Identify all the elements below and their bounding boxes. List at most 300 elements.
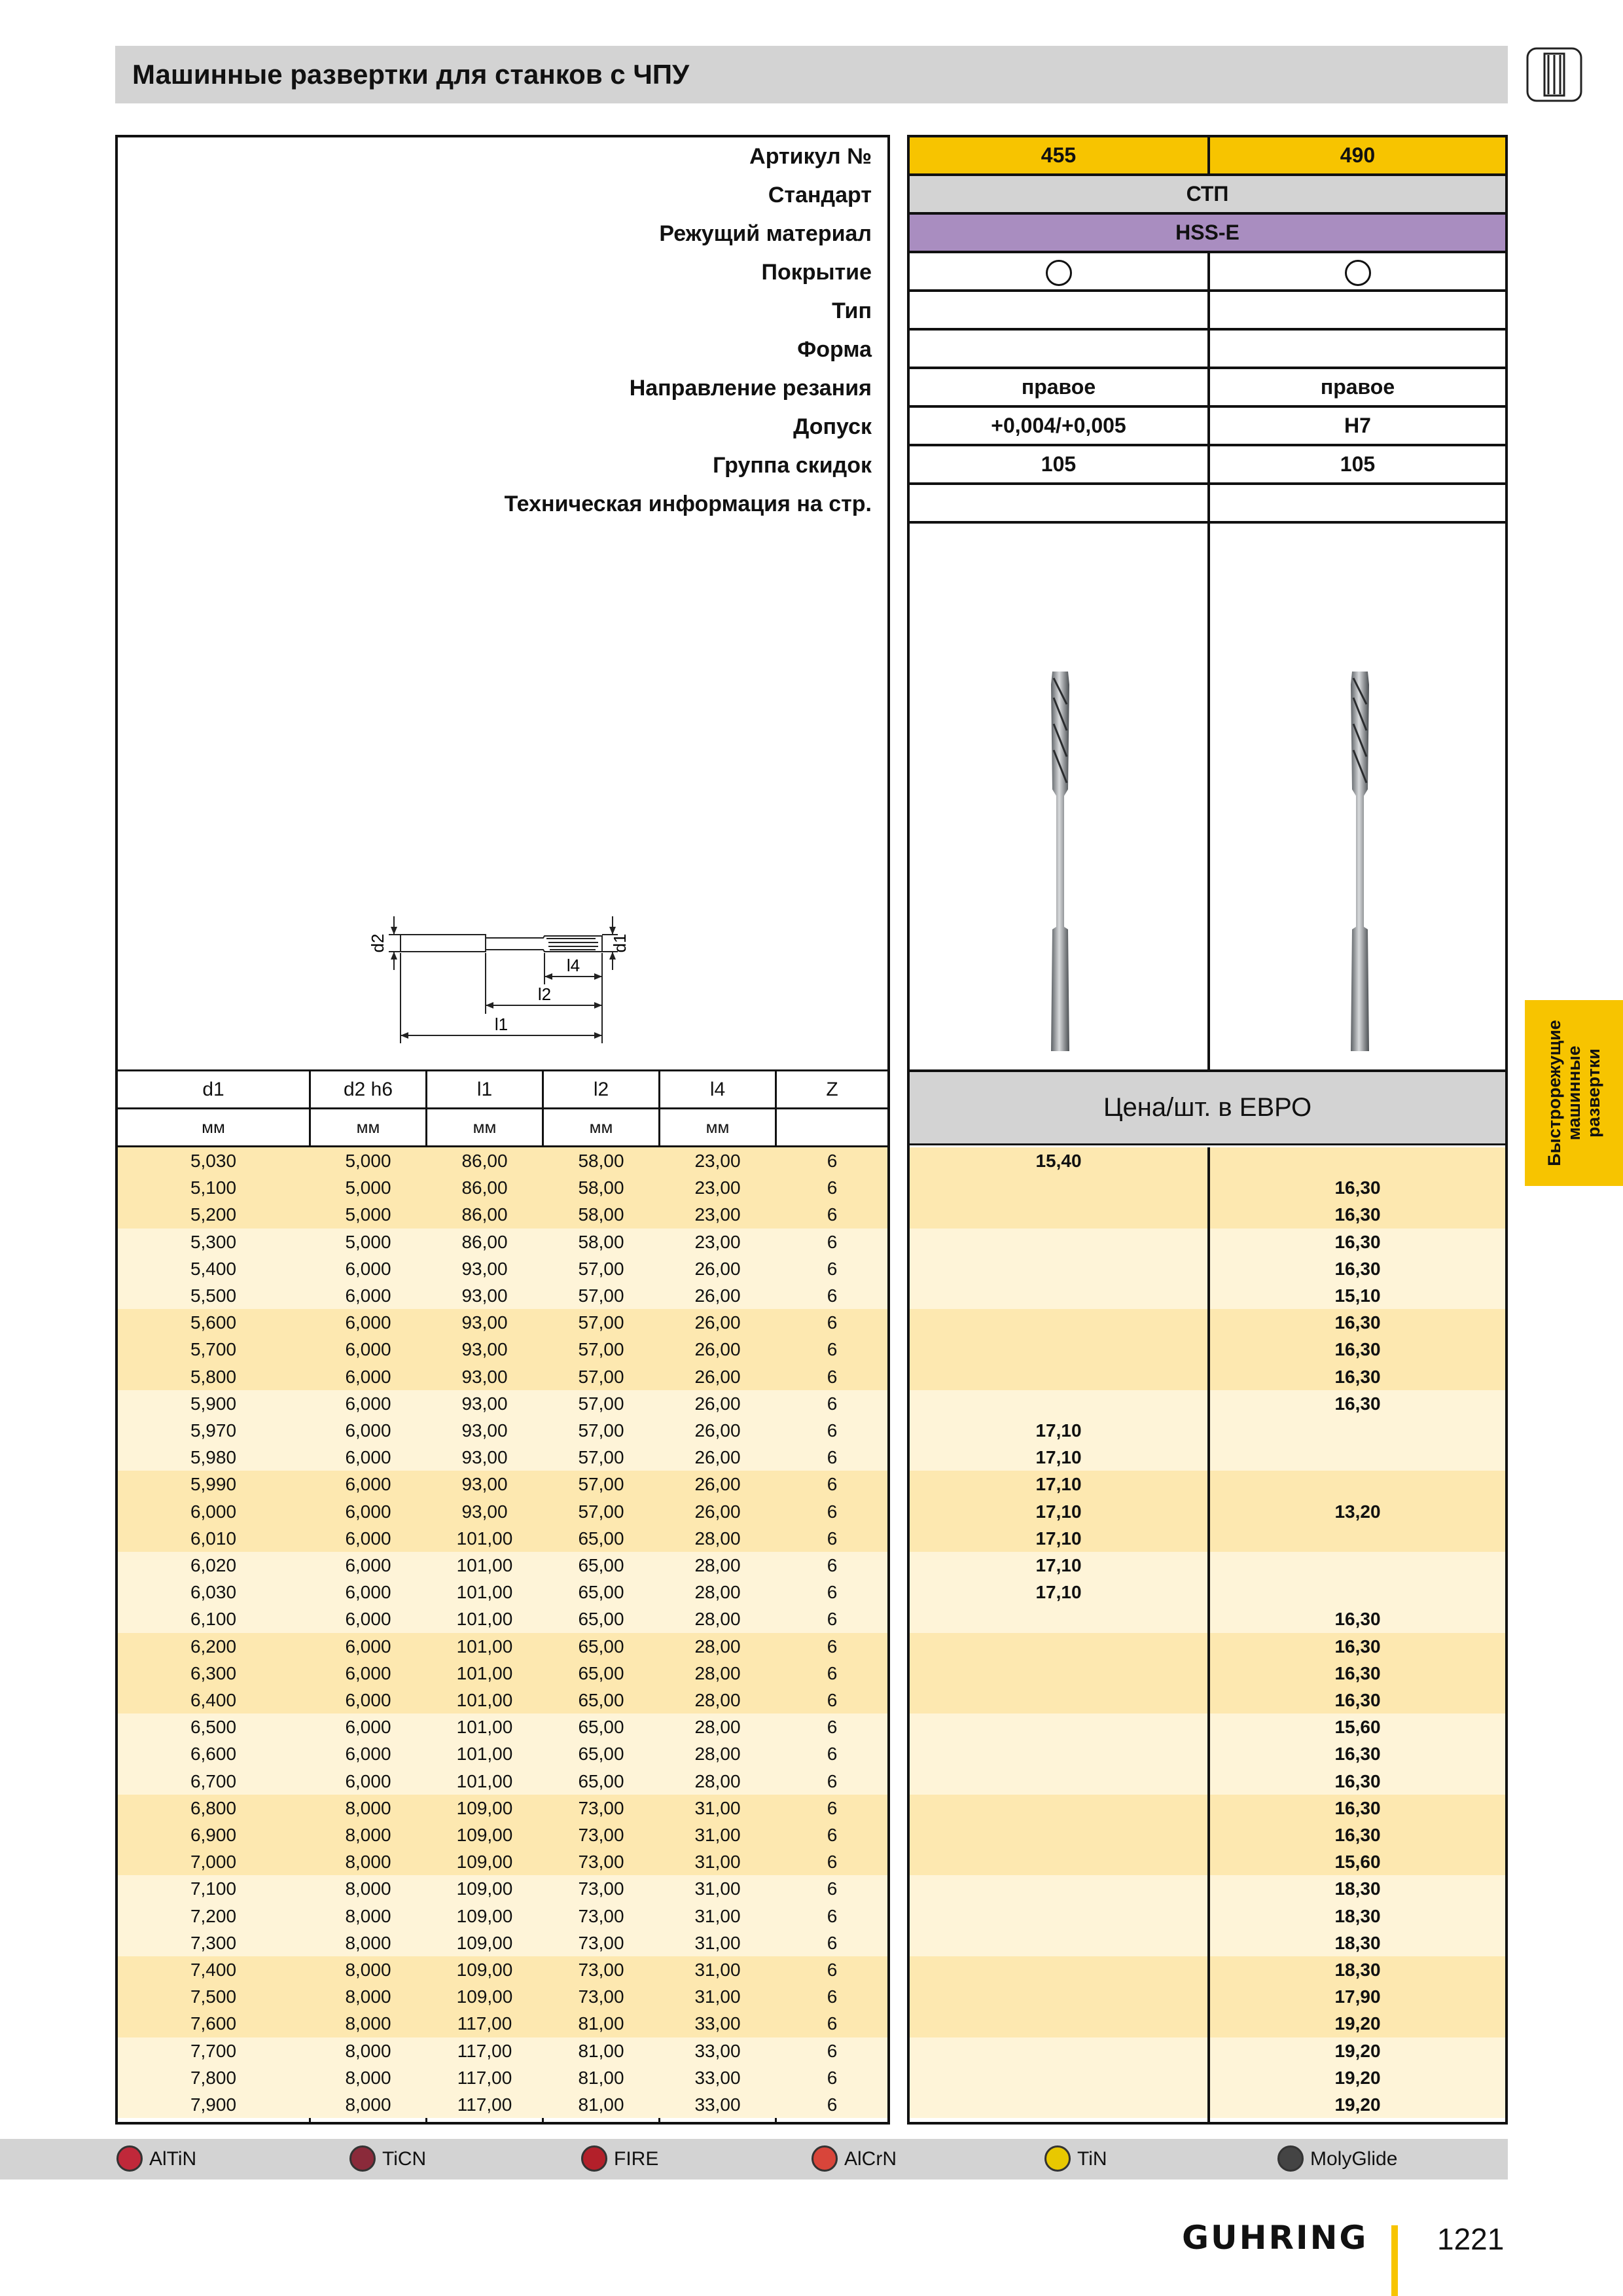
table-cell: 86,00 (461, 1151, 508, 1171)
table-cell: 93,00 (461, 1366, 508, 1387)
price-455: 17,10 (1035, 1501, 1082, 1522)
table-cell: 6 (827, 1744, 838, 1765)
coating-legend-item (581, 2139, 791, 2179)
price-455: 17,10 (1035, 1555, 1082, 1575)
table-row (118, 1848, 887, 1875)
table-cell: 65,00 (578, 1582, 624, 1603)
table-cell: 93,00 (461, 1312, 508, 1333)
price-header-label: Цена/шт. в ЕВРО (1103, 1093, 1312, 1122)
table-cell: 73,00 (578, 1932, 624, 1953)
table-row (118, 1471, 887, 1498)
table-row (118, 2010, 887, 2037)
table-row (118, 1309, 887, 1336)
section-tab-line: Быстрорежущие (1544, 1020, 1564, 1166)
table-cell: 57,00 (578, 1312, 624, 1333)
table-row (118, 1633, 887, 1660)
table-cell: 8,000 (345, 2013, 391, 2034)
table-cell: 26,00 (694, 1339, 741, 1360)
table-cell: 31,00 (694, 1825, 741, 1845)
price-455: 17,10 (1035, 1582, 1082, 1603)
table-cell: 6 (827, 1501, 838, 1522)
table-cell: 6 (827, 1582, 838, 1603)
table-row (118, 1821, 887, 1848)
page-title: Машинные развертки для станков с ЧПУ (132, 59, 690, 90)
table-row (118, 2037, 887, 2064)
table-cell: 73,00 (578, 1960, 624, 1980)
table-row (118, 1903, 887, 1929)
table-cell: 6 (827, 1986, 838, 2007)
article-490: 490 (1340, 143, 1376, 167)
molyglide-coating-icon (1277, 2145, 1304, 2172)
table-cell: 31,00 (694, 1852, 741, 1873)
material-value: HSS-E (1175, 221, 1240, 244)
price-490: 16,30 (1334, 1312, 1381, 1333)
table-cell: 6,200 (190, 1636, 237, 1657)
coating-label: AlTiN (149, 2148, 197, 2170)
table-cell: 81,00 (578, 2040, 624, 2061)
label-discount-group: Группа скидок (713, 453, 872, 478)
table-cell: 57,00 (578, 1420, 624, 1441)
table-cell: 8,000 (345, 2067, 391, 2088)
direction-490: правое (1320, 375, 1395, 399)
table-cell: 6,000 (345, 1662, 391, 1683)
table-cell: 26,00 (694, 1474, 741, 1495)
table-cell: 6 (827, 2013, 838, 2034)
coating-legend-item (1277, 2139, 1487, 2179)
table-cell: 8,000 (345, 1825, 391, 1845)
ticn-coating-icon (349, 2145, 376, 2172)
table-cell: 6,000 (345, 1717, 391, 1738)
label-tolerance: Допуск (793, 414, 872, 439)
section-tab-line: развертки (1584, 1049, 1603, 1138)
coating-row (910, 253, 1505, 292)
table-cell: 93,00 (461, 1339, 508, 1360)
table-cell: 57,00 (578, 1285, 624, 1306)
label-l1: l1 (494, 1014, 508, 1034)
column-divider (1207, 292, 1210, 328)
article-row (910, 137, 1505, 176)
table-cell: 6 (827, 1609, 838, 1630)
table-cell: 28,00 (694, 1690, 741, 1710)
table-cell: 8,000 (345, 1852, 391, 1873)
table-cell: 57,00 (578, 1339, 624, 1360)
table-cell: 6,000 (345, 1258, 391, 1279)
table-row (118, 1229, 887, 1255)
column-header-l2: l2 (593, 1079, 609, 1100)
price-490: 16,30 (1334, 1825, 1381, 1845)
reamer-section-icon (1526, 47, 1582, 102)
table-cell: 6,000 (345, 1555, 391, 1575)
table-cell: 23,00 (694, 1204, 741, 1225)
table-cell: 6,700 (190, 1770, 237, 1791)
table-cell: 57,00 (578, 1447, 624, 1468)
table-cell: 7,300 (190, 1932, 237, 1953)
price-490: 16,30 (1334, 1744, 1381, 1765)
table-cell: 5,000 (345, 1177, 391, 1198)
table-cell: 6 (827, 1852, 838, 1873)
price-455: 17,10 (1035, 1420, 1082, 1441)
price-490: 19,20 (1334, 2067, 1381, 2088)
table-cell: 6,000 (345, 1447, 391, 1468)
table-cell: 101,00 (456, 1609, 513, 1630)
column-header-l1: l1 (476, 1079, 493, 1100)
price-490: 16,30 (1334, 1797, 1381, 1818)
table-cell: 6 (827, 1366, 838, 1387)
price-490: 15,60 (1334, 1717, 1381, 1738)
table-row (118, 1983, 887, 2010)
price-490: 16,30 (1334, 1636, 1381, 1657)
page-number: 1221 (1437, 2222, 1505, 2256)
table-cell: 5,400 (190, 1258, 237, 1279)
table-cell: 7,700 (190, 2040, 237, 2061)
tolerance-455: +0,004/+0,005 (991, 414, 1126, 437)
table-cell: 6 (827, 1285, 838, 1306)
label-l4: l4 (566, 956, 580, 975)
table-row (118, 1147, 887, 1174)
coating-label: MolyGlide (1310, 2148, 1398, 2170)
table-cell: 65,00 (578, 1744, 624, 1765)
table-cell: 6,000 (345, 1393, 391, 1414)
label-standard: Стандарт (768, 183, 872, 207)
table-cell: 26,00 (694, 1366, 741, 1387)
article-panel (907, 135, 1508, 2125)
price-490: 16,30 (1334, 1609, 1381, 1630)
coating-legend-item (116, 2139, 326, 2179)
price-490: 16,30 (1334, 1177, 1381, 1198)
table-cell: 28,00 (694, 1555, 741, 1575)
price-490: 18,30 (1334, 1878, 1381, 1899)
table-row (118, 1444, 887, 1471)
table-cell: 8,000 (345, 1905, 391, 1926)
table-cell: 5,800 (190, 1366, 237, 1387)
table-cell: 6 (827, 1528, 838, 1549)
coating-label: FIRE (614, 2148, 659, 2170)
table-cell: 8,000 (345, 1932, 391, 1953)
tech-info-row (910, 485, 1505, 524)
table-cell: 6 (827, 1960, 838, 1980)
table-cell: 58,00 (578, 1204, 624, 1225)
direction-row (910, 369, 1505, 408)
table-cell: 23,00 (694, 1231, 741, 1252)
table-cell: 73,00 (578, 1825, 624, 1845)
price-490: 16,30 (1334, 1662, 1381, 1683)
coating-legend-item (349, 2139, 559, 2179)
table-cell: 93,00 (461, 1393, 508, 1414)
label-type: Тип (832, 298, 872, 323)
table-cell: 33,00 (694, 2040, 741, 2061)
table-cell: 5,900 (190, 1393, 237, 1414)
table-cell: 93,00 (461, 1447, 508, 1468)
table-cell: 93,00 (461, 1285, 508, 1306)
table-cell: 33,00 (694, 2094, 741, 2115)
column-header-z: Z (826, 1079, 838, 1100)
table-cell: 5,000 (345, 1204, 391, 1225)
table-row (118, 2091, 887, 2118)
table-cell: 6 (827, 1474, 838, 1495)
table-cell: 6,000 (345, 1609, 391, 1630)
table-cell: 65,00 (578, 1770, 624, 1791)
table-cell: 5,000 (345, 1231, 391, 1252)
price-490: 16,30 (1334, 1258, 1381, 1279)
material-row (910, 215, 1505, 253)
table-cell: 5,970 (190, 1420, 237, 1441)
price-490: 19,20 (1334, 2094, 1381, 2115)
table-cell: 73,00 (578, 1986, 624, 2007)
table-cell: 65,00 (578, 1528, 624, 1549)
uncoated-circle-icon (1345, 260, 1371, 286)
fire-coating-icon (581, 2145, 607, 2172)
table-cell: 65,00 (578, 1609, 624, 1630)
table-cell: 86,00 (461, 1204, 508, 1225)
coating-label: TiCN (382, 2148, 427, 2170)
alcrn-coating-icon (812, 2145, 838, 2172)
altin-coating-icon (116, 2145, 143, 2172)
table-cell: 7,400 (190, 1960, 237, 1980)
table-cell: 6 (827, 1825, 838, 1845)
table-cell: 26,00 (694, 1312, 741, 1333)
table-row (118, 1201, 887, 1228)
table-cell: 6 (827, 1878, 838, 1899)
price-490: 16,30 (1334, 1204, 1381, 1225)
table-cell: 6,000 (345, 1312, 391, 1333)
table-cell: 93,00 (461, 1474, 508, 1495)
unit-l1: мм (473, 1117, 497, 1137)
table-cell: 5,700 (190, 1339, 237, 1360)
coating-legend (0, 2139, 1508, 2179)
table-cell: 6,020 (190, 1555, 237, 1575)
table-cell: 6,400 (190, 1690, 237, 1710)
column-divider (1207, 331, 1210, 367)
table-cell: 93,00 (461, 1501, 508, 1522)
table-row (118, 1713, 887, 1740)
column-divider (1207, 524, 1210, 1069)
table-cell: 6 (827, 1151, 838, 1171)
direction-455: правое (1021, 375, 1096, 399)
table-cell: 6 (827, 1797, 838, 1818)
price-490: 18,30 (1334, 1932, 1381, 1953)
table-cell: 6 (827, 1932, 838, 1953)
price-455: 17,10 (1035, 1528, 1082, 1549)
label-cutting-material: Режущий материал (659, 221, 872, 246)
table-cell: 6 (827, 1312, 838, 1333)
table-cell: 8,000 (345, 2094, 391, 2115)
table-cell: 8,000 (345, 1986, 391, 2007)
table-row (118, 1498, 887, 1525)
table-cell: 8,000 (345, 2040, 391, 2061)
table-cell: 7,500 (190, 1986, 237, 2007)
table-cell: 109,00 (456, 1932, 513, 1953)
table-cell: 31,00 (694, 1905, 741, 1926)
coating-cell-490 (1210, 253, 1505, 289)
table-cell: 81,00 (578, 2013, 624, 2034)
table-row (118, 1740, 887, 1767)
table-cell: 6 (827, 1204, 838, 1225)
table-cell: 31,00 (694, 1932, 741, 1953)
table-cell: 6 (827, 1258, 838, 1279)
table-cell: 101,00 (456, 1582, 513, 1603)
standard-row (910, 176, 1505, 215)
table-cell: 101,00 (456, 1662, 513, 1683)
table-cell: 101,00 (456, 1717, 513, 1738)
table-cell: 86,00 (461, 1231, 508, 1252)
table-cell: 6,010 (190, 1528, 237, 1549)
table-cell: 57,00 (578, 1366, 624, 1387)
table-cell: 28,00 (694, 1582, 741, 1603)
table-cell: 26,00 (694, 1285, 741, 1306)
table-cell: 6,500 (190, 1717, 237, 1738)
price-455: 17,10 (1035, 1474, 1082, 1495)
table-cell: 101,00 (456, 1528, 513, 1549)
table-cell: 5,200 (190, 1204, 237, 1225)
table-cell: 6,000 (345, 1501, 391, 1522)
price-490: 16,30 (1334, 1770, 1381, 1791)
label-d2: d2 (368, 933, 387, 953)
table-cell: 28,00 (694, 1744, 741, 1765)
price-490: 16,30 (1334, 1339, 1381, 1360)
table-cell: 6 (827, 1662, 838, 1683)
price-490: 19,20 (1334, 2013, 1381, 2034)
table-cell: 6 (827, 1690, 838, 1710)
table-cell: 5,000 (345, 1151, 391, 1171)
table-cell: 6,030 (190, 1582, 237, 1603)
price-header (910, 1069, 1505, 1145)
table-cell: 6,100 (190, 1609, 237, 1630)
table-row (118, 1363, 887, 1390)
table-cell: 5,100 (190, 1177, 237, 1198)
table-cell: 93,00 (461, 1420, 508, 1441)
table-cell: 73,00 (578, 1797, 624, 1818)
tin-coating-icon (1044, 2145, 1071, 2172)
table-cell: 7,900 (190, 2094, 237, 2115)
table-cell: 6,000 (345, 1285, 391, 1306)
table-cell: 93,00 (461, 1258, 508, 1279)
table-cell: 26,00 (694, 1501, 741, 1522)
label-article: Артикул № (749, 144, 872, 169)
column-divider (1207, 1147, 1210, 2123)
table-cell: 6 (827, 1231, 838, 1252)
table-row (118, 1605, 887, 1632)
table-cell: 7,100 (190, 1878, 237, 1899)
coating-legend-item (812, 2139, 1021, 2179)
title-bar (115, 46, 1508, 103)
table-cell: 28,00 (694, 1770, 741, 1791)
section-tab-label (1544, 1005, 1603, 1181)
reamer-image-490 (1334, 665, 1386, 1058)
footer-accent-bar (1391, 2225, 1398, 2296)
coating-label: TiN (1077, 2148, 1107, 2170)
table-cell: 65,00 (578, 1636, 624, 1657)
article-455: 455 (1041, 143, 1077, 167)
section-tab[interactable] (1525, 1000, 1623, 1186)
unit-d1: мм (202, 1117, 225, 1137)
table-cell: 28,00 (694, 1636, 741, 1657)
standard-value: СТП (1186, 182, 1229, 206)
table-row (118, 1417, 887, 1444)
table-cell: 101,00 (456, 1636, 513, 1657)
coating-legend-item (1044, 2139, 1254, 2179)
table-cell: 5,980 (190, 1447, 237, 1468)
reamer-image-455 (1034, 665, 1086, 1058)
table-cell: 6 (827, 1177, 838, 1198)
table-cell: 8,000 (345, 1878, 391, 1899)
table-row (118, 1579, 887, 1605)
table-cell: 7,200 (190, 1905, 237, 1926)
table-cell: 6 (827, 1555, 838, 1575)
table-cell: 5,300 (190, 1231, 237, 1252)
label-l2: l2 (537, 984, 552, 1004)
table-cell: 57,00 (578, 1258, 624, 1279)
discount-row (910, 446, 1505, 485)
unit-l2: мм (589, 1117, 613, 1137)
label-tech-info: Техническая информация на стр. (504, 492, 872, 516)
price-490: 16,30 (1334, 1366, 1381, 1387)
price-490: 15,10 (1334, 1285, 1381, 1306)
table-cell: 6,000 (345, 1690, 391, 1710)
price-table (910, 1147, 1505, 2123)
table-row (118, 1390, 887, 1417)
coating-cell-455 (910, 253, 1207, 289)
table-cell: 7,600 (190, 2013, 237, 2034)
table-cell: 6,300 (190, 1662, 237, 1683)
table-cell: 5,600 (190, 1312, 237, 1333)
table-cell: 31,00 (694, 1960, 741, 1980)
table-cell: 109,00 (456, 1878, 513, 1899)
table-cell: 26,00 (694, 1447, 741, 1468)
table-cell: 109,00 (456, 1905, 513, 1926)
table-cell: 65,00 (578, 1555, 624, 1575)
table-cell: 117,00 (457, 2067, 512, 2088)
table-cell: 6,000 (345, 1582, 391, 1603)
label-form: Форма (797, 337, 872, 362)
table-row (118, 1525, 887, 1552)
label-d1: d1 (610, 933, 630, 953)
discount-455: 105 (1041, 452, 1077, 476)
table-row (118, 1929, 887, 1956)
table-row (118, 1956, 887, 1983)
table-cell: 6 (827, 1905, 838, 1926)
table-cell: 6 (827, 1447, 838, 1468)
table-cell: 117,00 (457, 2094, 512, 2115)
table-cell: 5,990 (190, 1474, 237, 1495)
price-490: 16,30 (1334, 1231, 1381, 1252)
table-cell: 6 (827, 1770, 838, 1791)
tolerance-row (910, 408, 1505, 446)
table-cell: 6,000 (345, 1744, 391, 1765)
table-cell: 26,00 (694, 1258, 741, 1279)
table-cell: 31,00 (694, 1797, 741, 1818)
table-cell: 6,800 (190, 1797, 237, 1818)
table-cell: 73,00 (578, 1905, 624, 1926)
table-cell: 6 (827, 1420, 838, 1441)
table-cell: 109,00 (456, 1852, 513, 1873)
table-cell: 26,00 (694, 1393, 741, 1414)
table-cell: 57,00 (578, 1501, 624, 1522)
price-455: 15,40 (1035, 1151, 1082, 1171)
type-row (910, 292, 1505, 331)
table-cell: 73,00 (578, 1878, 624, 1899)
table-cell: 81,00 (578, 2067, 624, 2088)
table-cell: 8,000 (345, 1797, 391, 1818)
brand-logo: GUHRING (1182, 2219, 1368, 2257)
unit-l4: мм (705, 1117, 730, 1137)
table-cell: 6 (827, 2040, 838, 2061)
table-cell: 31,00 (694, 1878, 741, 1899)
table-cell: 109,00 (456, 1986, 513, 2007)
table-cell: 58,00 (578, 1231, 624, 1252)
table-row (118, 1795, 887, 1821)
table-row (118, 1174, 887, 1201)
table-cell: 6,600 (190, 1744, 237, 1765)
